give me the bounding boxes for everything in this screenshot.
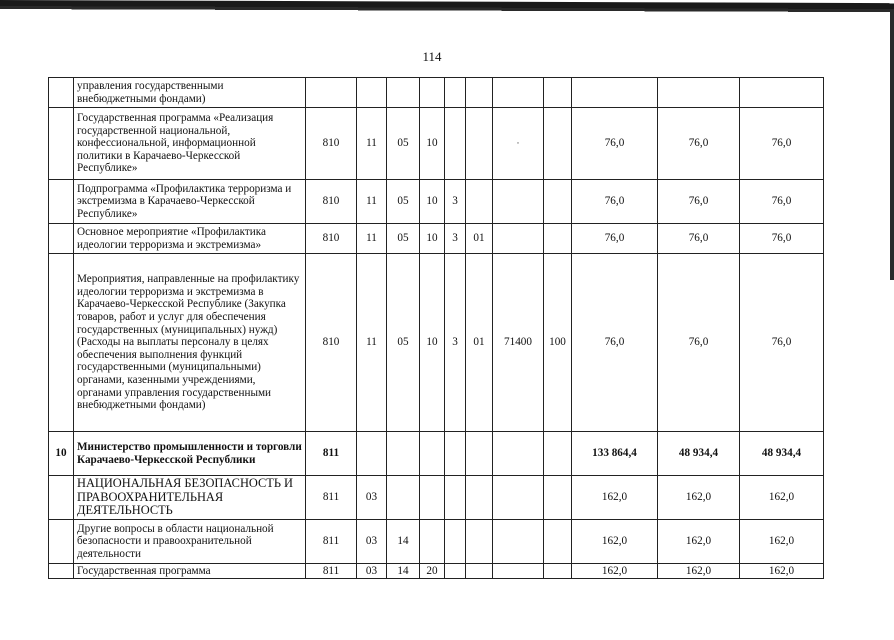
cell-year-1: 76,0 — [572, 180, 658, 224]
cell-year-2: 162,0 — [658, 520, 740, 564]
cell-subprogram — [445, 432, 466, 476]
cell-year-1 — [572, 78, 658, 108]
cell-section — [357, 432, 387, 476]
cell-main-activity — [466, 432, 493, 476]
cell-direction — [493, 564, 544, 579]
cell-section: 03 — [357, 564, 387, 579]
cell-section — [357, 78, 387, 108]
cell-subsection — [387, 78, 420, 108]
cell-name: Министерство промышленности и торговли Карачаево-Черкесской Республики — [74, 432, 306, 476]
cell-year-2: 162,0 — [658, 564, 740, 579]
cell-name: Мероприятия, направленные на профилактику идеологии терроризма и экстремизма в Карачаево-Черкесской Республике (Закупка товаров, работ и услуг для обеспечения государственных (муниципальных) нужд) (Расходы на выплаты персоналу в целях обеспечения выполнения функций государственными (муниципальными) органами, казенными учреждениями, органами управления государственными внебюджетными фондами) — [74, 254, 306, 432]
cell-subsection: 14 — [387, 520, 420, 564]
cell-direction — [493, 432, 544, 476]
cell-expense-type — [544, 108, 572, 180]
cell-main-activity — [466, 108, 493, 180]
page-number: 114 — [422, 49, 442, 64]
cell-expense-type — [544, 180, 572, 224]
cell-subprogram — [445, 78, 466, 108]
cell-subsection: 14 — [387, 564, 420, 579]
cell-name: НАЦИОНАЛЬНАЯ БЕЗОПАСНОСТЬ И ПРАВООХРАНИТЕЛЬНАЯ ДЕЯТЕЛЬНОСТЬ — [74, 476, 306, 520]
cell-year-2: 76,0 — [658, 108, 740, 180]
cell-year-2: 162,0 — [658, 476, 740, 520]
cell-main-activity: 01 — [466, 224, 493, 254]
cell-year-2: 76,0 — [658, 224, 740, 254]
cell-name: управления государственными внебюджетными фондами) — [74, 78, 306, 108]
cell-expense-type — [544, 78, 572, 108]
cell-name: Другие вопросы в области национальной безопасности и правоохранительной деятельности — [74, 520, 306, 564]
cell-section: 11 — [357, 224, 387, 254]
table-row — [49, 564, 824, 579]
cell-direction — [493, 180, 544, 224]
cell-grbs: 811 — [306, 476, 357, 520]
cell-index — [49, 224, 74, 254]
cell-year-3: 76,0 — [740, 108, 824, 180]
cell-direction — [493, 520, 544, 564]
cell-subprogram — [445, 564, 466, 579]
cell-index — [49, 254, 74, 432]
cell-section: 11 — [357, 180, 387, 224]
cell-grbs: 810 — [306, 108, 357, 180]
cell-program: 10 — [420, 180, 445, 224]
cell-grbs: 810 — [306, 224, 357, 254]
cell-index — [49, 564, 74, 579]
scan-edge-right — [890, 10, 894, 280]
cell-subsection: 05 — [387, 224, 420, 254]
cell-year-1: 162,0 — [572, 476, 658, 520]
cell-program — [420, 520, 445, 564]
cell-direction: 71400 — [493, 254, 544, 432]
cell-subsection: 05 — [387, 108, 420, 180]
cell-index — [49, 520, 74, 564]
cell-section: 03 — [357, 520, 387, 564]
cell-program: 10 — [420, 224, 445, 254]
cell-direction — [493, 224, 544, 254]
table-row — [49, 180, 824, 224]
cell-name: Основное мероприятие «Профилактика идеологии терроризма и экстремизма» — [74, 224, 306, 254]
cell-index — [49, 180, 74, 224]
cell-subprogram — [445, 476, 466, 520]
cell-year-1: 162,0 — [572, 564, 658, 579]
cell-subprogram: 3 — [445, 180, 466, 224]
cell-subsection: 05 — [387, 254, 420, 432]
cell-main-activity — [466, 476, 493, 520]
cell-section: 03 — [357, 476, 387, 520]
cell-program — [420, 432, 445, 476]
cell-grbs — [306, 78, 357, 108]
table-row — [49, 108, 824, 180]
table-row — [49, 432, 824, 476]
cell-expense-type — [544, 432, 572, 476]
cell-index — [49, 476, 74, 520]
cell-year-2 — [658, 78, 740, 108]
cell-expense-type — [544, 520, 572, 564]
cell-year-1: 133 864,4 — [572, 432, 658, 476]
table-row — [49, 224, 824, 254]
cell-expense-type: 100 — [544, 254, 572, 432]
cell-name: Государственная программа «Реализация государственной национальной, конфессиональной, информационной политики в Карачаево-Черкесской Республике» — [74, 108, 306, 180]
cell-subsection — [387, 476, 420, 520]
cell-year-2: 76,0 — [658, 254, 740, 432]
cell-main-activity: 01 — [466, 254, 493, 432]
cell-index — [49, 78, 74, 108]
table-row — [49, 78, 824, 108]
cell-expense-type — [544, 564, 572, 579]
cell-subsection — [387, 432, 420, 476]
cell-year-3: 48 934,4 — [740, 432, 824, 476]
cell-expense-type — [544, 224, 572, 254]
cell-program — [420, 476, 445, 520]
cell-main-activity — [466, 78, 493, 108]
cell-grbs: 810 — [306, 180, 357, 224]
cell-grbs: 811 — [306, 564, 357, 579]
cell-direction — [493, 476, 544, 520]
cell-direction: · — [493, 108, 544, 180]
cell-year-3: 162,0 — [740, 564, 824, 579]
cell-name: Подпрограмма «Профилактика терроризма и экстремизма в Карачаево-Черкесской Республике» — [74, 180, 306, 224]
table-row — [49, 520, 824, 564]
cell-index — [49, 108, 74, 180]
table-row — [49, 254, 824, 432]
cell-year-3: 76,0 — [740, 224, 824, 254]
cell-year-2: 48 934,4 — [658, 432, 740, 476]
cell-program: 10 — [420, 108, 445, 180]
cell-grbs: 810 — [306, 254, 357, 432]
cell-year-3: 162,0 — [740, 520, 824, 564]
cell-section: 11 — [357, 108, 387, 180]
cell-program — [420, 78, 445, 108]
cell-year-3: 162,0 — [740, 476, 824, 520]
cell-grbs: 811 — [306, 432, 357, 476]
cell-main-activity — [466, 520, 493, 564]
table-row — [49, 476, 824, 520]
cell-name: Государственная программа — [74, 564, 306, 579]
cell-year-3 — [740, 78, 824, 108]
cell-year-1: 162,0 — [572, 520, 658, 564]
cell-subprogram: 3 — [445, 254, 466, 432]
cell-direction — [493, 78, 544, 108]
cell-year-2: 76,0 — [658, 180, 740, 224]
cell-grbs: 811 — [306, 520, 357, 564]
cell-program: 10 — [420, 254, 445, 432]
cell-subprogram — [445, 108, 466, 180]
cell-main-activity — [466, 564, 493, 579]
cell-subprogram: 3 — [445, 224, 466, 254]
scan-edge-top — [0, 0, 894, 17]
cell-subsection: 05 — [387, 180, 420, 224]
cell-year-1: 76,0 — [572, 224, 658, 254]
cell-year-1: 76,0 — [572, 254, 658, 432]
budget-table — [48, 77, 824, 579]
cell-section: 11 — [357, 254, 387, 432]
cell-program: 20 — [420, 564, 445, 579]
cell-expense-type — [544, 476, 572, 520]
cell-year-3: 76,0 — [740, 254, 824, 432]
cell-year-3: 76,0 — [740, 180, 824, 224]
cell-subprogram — [445, 520, 466, 564]
cell-index: 10 — [49, 432, 74, 476]
cell-year-1: 76,0 — [572, 108, 658, 180]
cell-main-activity — [466, 180, 493, 224]
